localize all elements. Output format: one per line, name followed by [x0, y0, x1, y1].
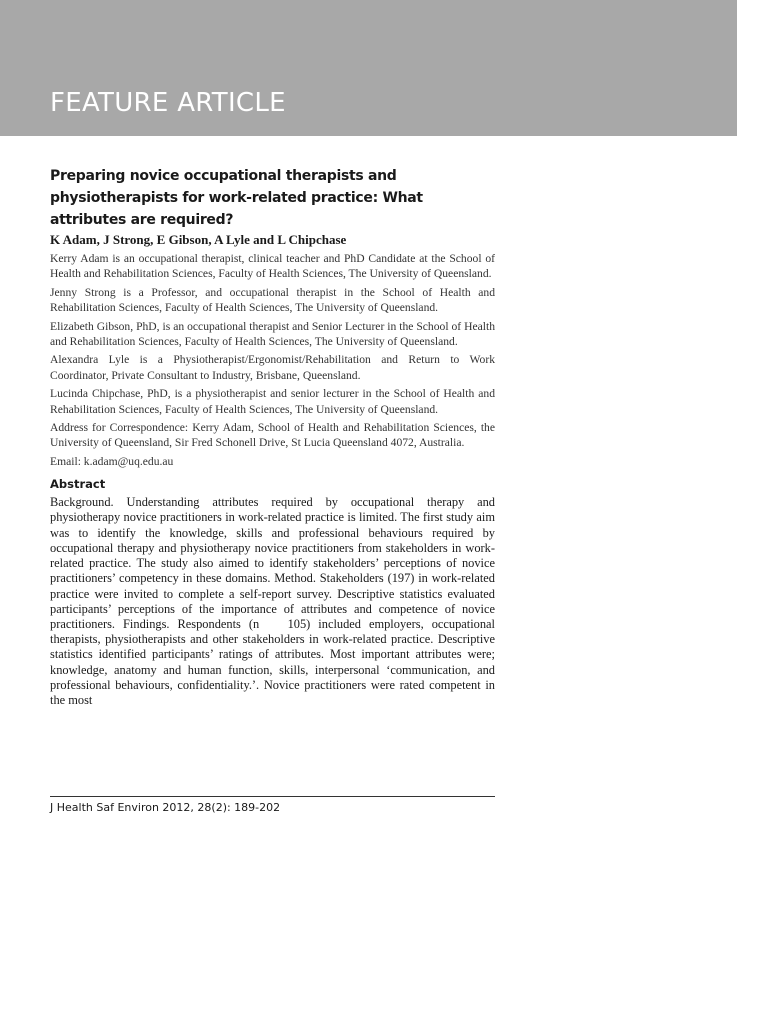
article-title: Preparing novice occupational therapists and physiotherapists for work-related practice: What attributes are required? — [50, 168, 423, 228]
author-bio-strong: Jenny Strong is a Professor, and occupational therapist in the School of Health and Rehabilitation Sciences, Faculty of Health Sciences, The University of Queensland. — [50, 285, 495, 315]
author-bio-lyle: Alexandra Lyle is a Physiotherapist/Ergonomist/Rehabilitation and Return to Work Coordinator, Private Consultant to Industry, Brisbane, Queensland. — [50, 353, 495, 382]
correspondence-email: Email: k.adam@uq.edu.au — [50, 454, 174, 468]
author-bio-gibson: Elizabeth Gibson, PhD, is an occupational therapist and Senior Lecturer in the School of Health and Rehabilitation Sciences, Faculty of Health Sciences, The University of Queensland. — [50, 319, 495, 349]
author-bio-chipchase: Lucinda Chipchase, PhD, is a physiotherapist and senior lecturer in the School of Health and Rehabilitation Sciences, Faculty of Health Sciences, The University of Queensland. — [50, 387, 495, 416]
author-bio-adam: Kerry Adam is an occupational therapist, clinical teacher and PhD Candidate at the School of Health and Rehabilitation Sciences, Faculty of Health Sciences, The University of Queensland. — [50, 252, 495, 281]
footer-divider — [50, 796, 495, 797]
abstract-heading: Abstract — [50, 477, 106, 492]
feature-article-banner — [0, 0, 737, 136]
correspondence-address: Address for Correspondence: Kerry Adam, School of Health and Rehabilitation Sciences, the University of Queensland, Sir Fred Schonell Drive, St Lucia Queensland 4072, Australia. — [50, 421, 495, 450]
abstract-text: Background. Understanding attributes required by occupational therapy and physiotherapy novice practitioners in work-related practice is limited. The first study aim was to identify the knowledge, skills and professional behaviours required by occupational therapy and physiotherapy novice practitioners from stakeholders in work-related practice. The study also aimed to identify stakeholders’ perceptions of novice practitioners’ competency in these domains. Method. Stakeholders (197) in work-related practice were invited to complete a self-report survey. Descriptive statistics evaluated participants’ perceptions of the importance of attributes and competence of novice practitioners. Findings. Respondents (n 105) included employers, occupational therapists, physiotherapists and other stakeholders in work-related practice. Descriptive statistics identified participants’ ratings of attributes. Most important attributes were; knowledge, anatomy and human function, skills, interpersonal ‘communication, and professional behaviours, confidentiality.’. Novice practitioners were rated competent in the most — [50, 495, 495, 707]
section-label: FEATURE ARTICLE — [50, 88, 286, 118]
article-body — [50, 165, 495, 708]
journal-citation: J Health Saf Environ 2012, 28(2): 189-202 — [50, 801, 281, 814]
author-list: K Adam, J Strong, E Gibson, A Lyle and L Chipchase — [50, 232, 347, 247]
